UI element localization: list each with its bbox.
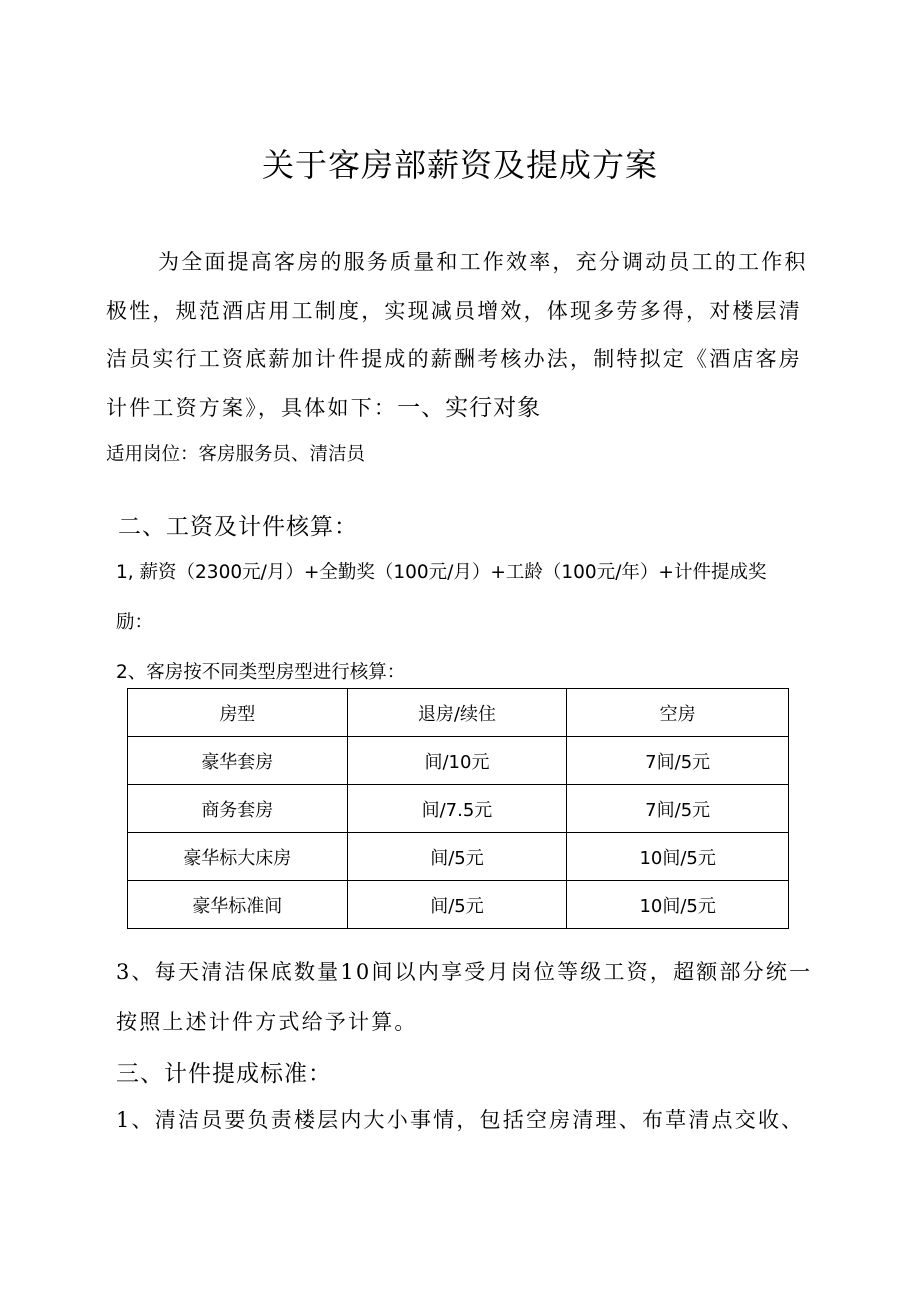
table-cell: 间/7.5元 [347, 785, 567, 833]
table-header-cell: 退房/续住 [347, 689, 567, 737]
item2-text: 2、客房按不同类型房型进行核算： [116, 662, 406, 683]
table-row [128, 785, 789, 833]
table-header-cell: 空房 [567, 689, 789, 737]
room-rate-table [127, 688, 789, 929]
table-cell: 10间/5元 [567, 881, 789, 929]
table-row [128, 833, 789, 881]
section2-heading: 二、工资及计件核算： [118, 514, 358, 540]
item1-line1: 1, 薪资（2300元/月）+全勤奖（100元/月）+工龄（100元/年）+计件提成奖 [116, 562, 767, 583]
table-cell: 7间/5元 [567, 785, 789, 833]
table-cell: 间/10元 [347, 737, 567, 785]
table-cell: 豪华标准间 [128, 881, 348, 929]
document-title: 关于客房部薪资及提成方案 [261, 146, 658, 184]
intro-text: 为全面提高客房的服务质量和工作效率，充分调动员工的工作积极性，规范酒店用工制度，实现减员增效，体现多劳多得，对楼层清洁员实行工资底薪加计件提成的薪酬考核办法，制特拟定《酒店客房计件工资方案》，具体如下： [106, 250, 808, 420]
table-cell: 商务套房 [128, 785, 348, 833]
table-cell: 间/5元 [347, 833, 567, 881]
section1-heading: 一、实行对象 [397, 394, 542, 421]
section3-heading: 三、计件提成标准： [116, 1061, 332, 1087]
section1-text: 适用岗位：客房服务员、清洁员 [106, 444, 366, 465]
section3-item1: 1、清洁员要负责楼层内大小事情，包括空房清理、布草清点交收、 [116, 1108, 805, 1132]
table-header-cell: 房型 [128, 689, 348, 737]
item1-line2: 励： [116, 612, 154, 633]
table-row [128, 737, 789, 785]
table-header-row [128, 689, 789, 737]
intro-paragraph [106, 238, 814, 432]
item3-line1: 3、每天清洁保底数量10间以内享受月岗位等级工资，超额部分统一 [116, 960, 813, 984]
table-cell: 10间/5元 [567, 833, 789, 881]
table-row [128, 881, 789, 929]
table-cell: 间/5元 [347, 881, 567, 929]
table-cell: 豪华标大床房 [128, 833, 348, 881]
table-cell: 7间/5元 [567, 737, 789, 785]
item3-line2: 按照上述计件方式给予计算。 [116, 1010, 418, 1034]
table-cell: 豪华套房 [128, 737, 348, 785]
